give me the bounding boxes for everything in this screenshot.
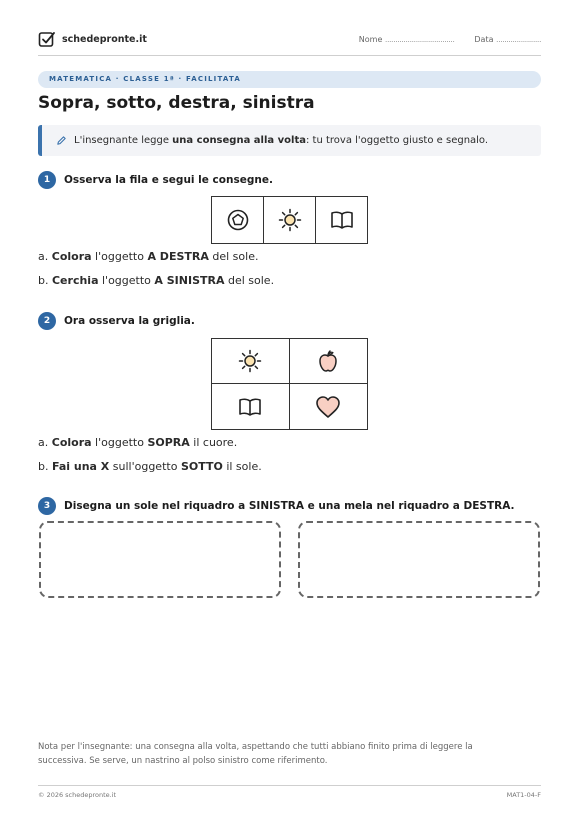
question-number: 3 [38, 497, 56, 515]
question-1-heading [38, 171, 273, 189]
sheet-code: MAT1-04-F [506, 791, 541, 799]
page-title: Sopra, sotto, destra, sinistra [38, 93, 315, 113]
object-grid [211, 338, 368, 430]
instruction-2b: b. Fai una X sull'oggetto SOTTO il sole. [38, 460, 262, 473]
grid-cell-sun[interactable] [212, 339, 290, 384]
sun-icon [278, 208, 302, 232]
question-number: 2 [38, 312, 56, 330]
name-field[interactable]: Nome .................................. [358, 35, 455, 44]
drawing-box-right[interactable] [298, 521, 540, 598]
row-cell-sun[interactable] [264, 197, 316, 243]
heart-icon [315, 395, 341, 419]
brand-logo [38, 30, 147, 48]
grid-cell-book[interactable] [212, 384, 290, 429]
book-icon [330, 209, 354, 231]
copyright-text: © 2026 schedepronte.it [38, 791, 117, 799]
instruction-1a: a. Colora l'oggetto A DESTRA del sole. [38, 250, 259, 263]
sun-icon [238, 349, 262, 373]
page-header [38, 30, 541, 56]
pencil-icon [56, 135, 67, 146]
row-cell-book[interactable] [316, 197, 367, 243]
instruction-1b: b. Cerchia l'oggetto A SINISTRA del sole. [38, 274, 275, 287]
instruction-2a: a. Colora l'oggetto SOPRA il cuore. [38, 436, 238, 449]
brand-name: schedepronte.it [62, 33, 147, 45]
apple-icon [317, 349, 339, 373]
teacher-note-text: L'insegnante legge una consegna alla volta: tu trova l'oggetto giusto e segnalo. [74, 135, 489, 146]
question-2-heading [38, 312, 195, 330]
question-text: Ora osserva la griglia. [64, 315, 195, 327]
grid-cell-heart[interactable] [290, 384, 368, 429]
row-cell-pentagon[interactable] [212, 197, 264, 243]
question-number: 1 [38, 171, 56, 189]
subject-banner: MATEMATICA · CLASSE 1ª · FACILITATA [38, 71, 541, 88]
drawing-box-left[interactable] [39, 521, 281, 598]
question-3-heading [38, 497, 515, 515]
teacher-footnote: Nota per l'insegnante: una consegna alla volta, aspettando che tutti abbiano finito prima di leggere la successiva. Se serve, un nastrino al polso sinistro come riferimento. [38, 742, 473, 766]
book-icon [238, 396, 262, 418]
grid-cell-apple[interactable] [290, 339, 368, 384]
check-square-icon [38, 30, 56, 48]
page-footer [38, 785, 541, 799]
object-row [211, 196, 368, 244]
pentagon-icon [227, 209, 249, 231]
date-field[interactable]: Data ...................... [474, 35, 541, 44]
name-date-fields [339, 35, 541, 44]
teacher-note [38, 125, 541, 156]
question-text: Osserva la fila e segui le consegne. [64, 174, 273, 186]
question-text: Disegna un sole nel riquadro a SINISTRA e una mela nel riquadro a DESTRA. [64, 500, 515, 512]
